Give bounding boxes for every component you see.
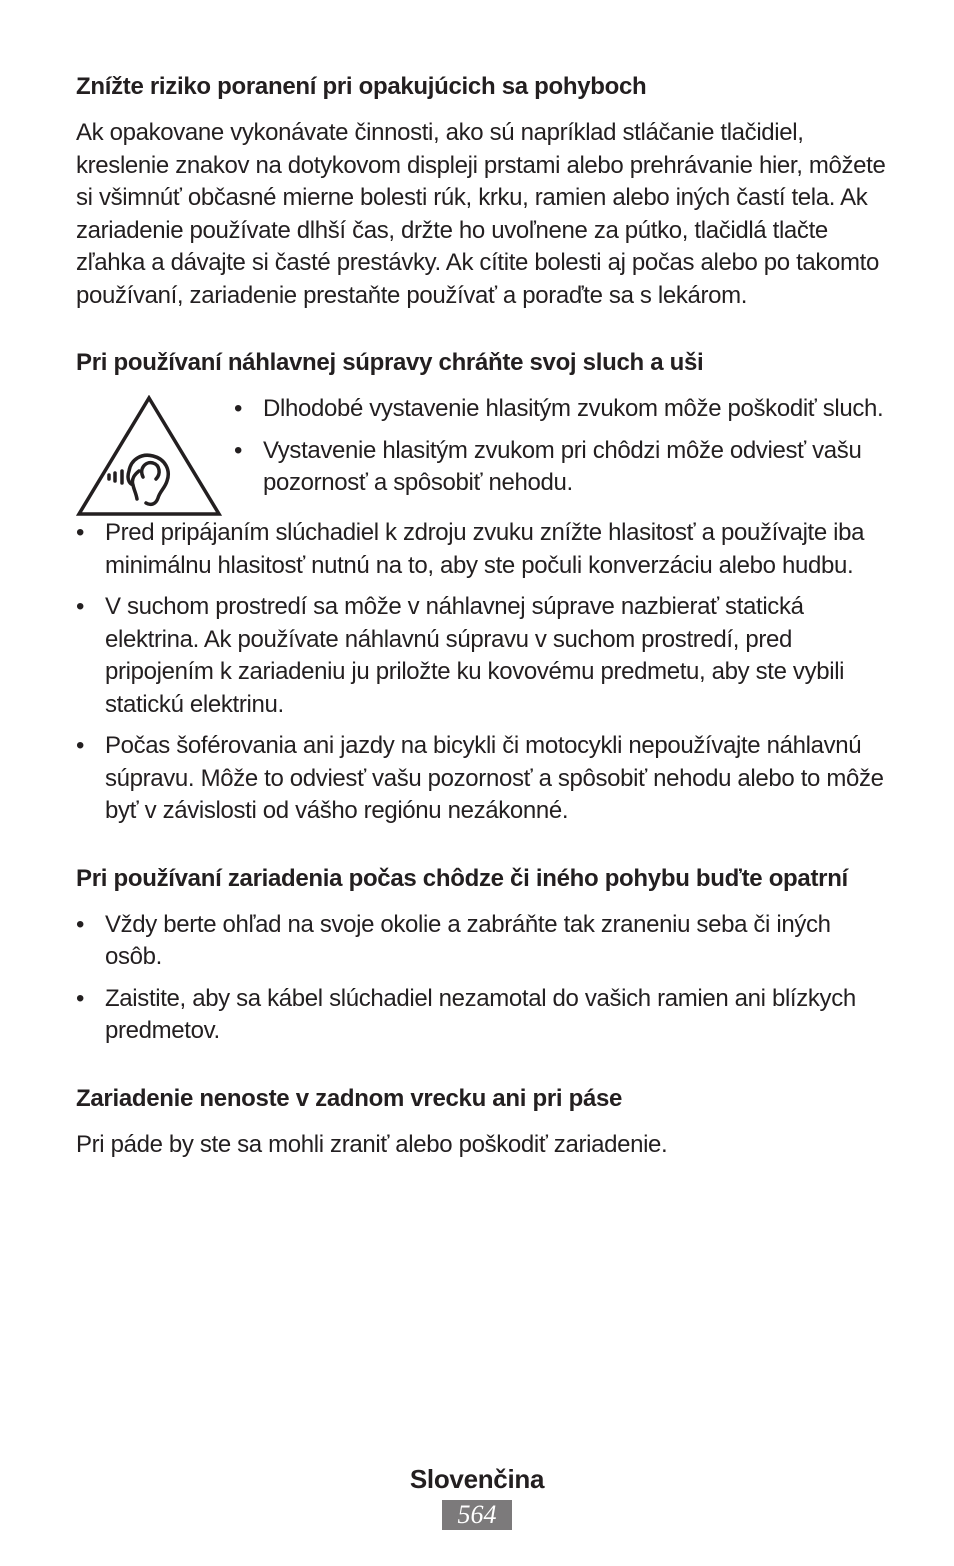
list-item: • Počas šoférovania ani jazdy na bicykli či motocykli nepoužívajte náhlavnú súpravu. Môže to odviesť vašu pozornosť a spôsobiť nehodu alebo to môže byť v závislosti od vášho regiónu nezákonné. (76, 730, 886, 828)
bullet-list (76, 909, 886, 1048)
icon-bullet-list (234, 393, 886, 509)
section-repetitive-motion (76, 70, 886, 312)
section-hearing-protection (76, 346, 886, 828)
hearing-warning-icon (76, 395, 222, 517)
section-back-pocket (76, 1082, 886, 1162)
page-number: 564 (442, 1500, 512, 1530)
section-paragraph: Ak opakovane vykonávate činnosti, ako sú napríklad stláčanie tlačidiel, kreslenie znakov na dotykovom displeji prstami alebo prehrávanie hier, môžete si všimnúť občasné mierne bolesti rúk, krku, ramien alebo iných častí tela. Ak zariadenie používate dlhší čas, držte ho uvoľnene za pútko, tlačidlá tlačte zľahka a dávajte si časté prestávky. Ak cítite bolesti aj počas alebo po takomto používaní, zariadenie prestaňte používať a poraďte sa s lekárom. (76, 119, 886, 309)
bullet-list (76, 517, 886, 828)
footer-language: Slovenčina (409, 1464, 545, 1494)
section-heading: Zariadenie nenoste v zadnom vrecku ani pri páse (76, 1084, 623, 1112)
list-item: • Vystavenie hlasitým zvukom pri chôdzi môže odviesť vašu pozornosť a spôsobiť nehodu. (234, 435, 886, 500)
list-item: • Zaistite, aby sa kábel slúchadiel nezamotal do vašich ramien ani blízkych predmetov. (76, 983, 886, 1048)
section-heading: Pri používaní zariadenia počas chôdze či iného pohybu buďte opatrní (76, 864, 848, 892)
warning-block (76, 393, 886, 517)
list-item: • Vždy berte ohľad na svoje okolie a zabráňte tak zraneniu seba či iných osôb. (76, 909, 886, 974)
section-paragraph: Pri páde by ste sa mohli zraniť alebo poškodiť zariadenie. (76, 1130, 668, 1158)
section-heading: Pri používaní náhlavnej súpravy chráňte svoj sluch a uši (76, 349, 704, 376)
document-page (76, 70, 886, 1195)
section-walking-caution (76, 862, 886, 1048)
section-heading: Znížte riziko poranení pri opakujúcich sa pohyboch (76, 73, 647, 100)
list-item: • Pred pripájaním slúchadiel k zdroju zvuku znížte hlasitosť a používajte iba minimálnu hlasitosť nutnú na to, aby ste počuli konverzáciu alebo hudbu. (76, 517, 886, 582)
page-footer (0, 1462, 954, 1530)
list-item: • Dlhodobé vystavenie hlasitým zvukom môže poškodiť sluch. (234, 393, 886, 426)
list-item: • V suchom prostredí sa môže v náhlavnej súprave nazbierať statická elektrina. Ak používate náhlavnú súpravu v suchom prostredí, pred pripojením k zariadeniu ju priložte ku kovovému predmetu, aby ste vybili statickú elektrinu. (76, 591, 886, 721)
